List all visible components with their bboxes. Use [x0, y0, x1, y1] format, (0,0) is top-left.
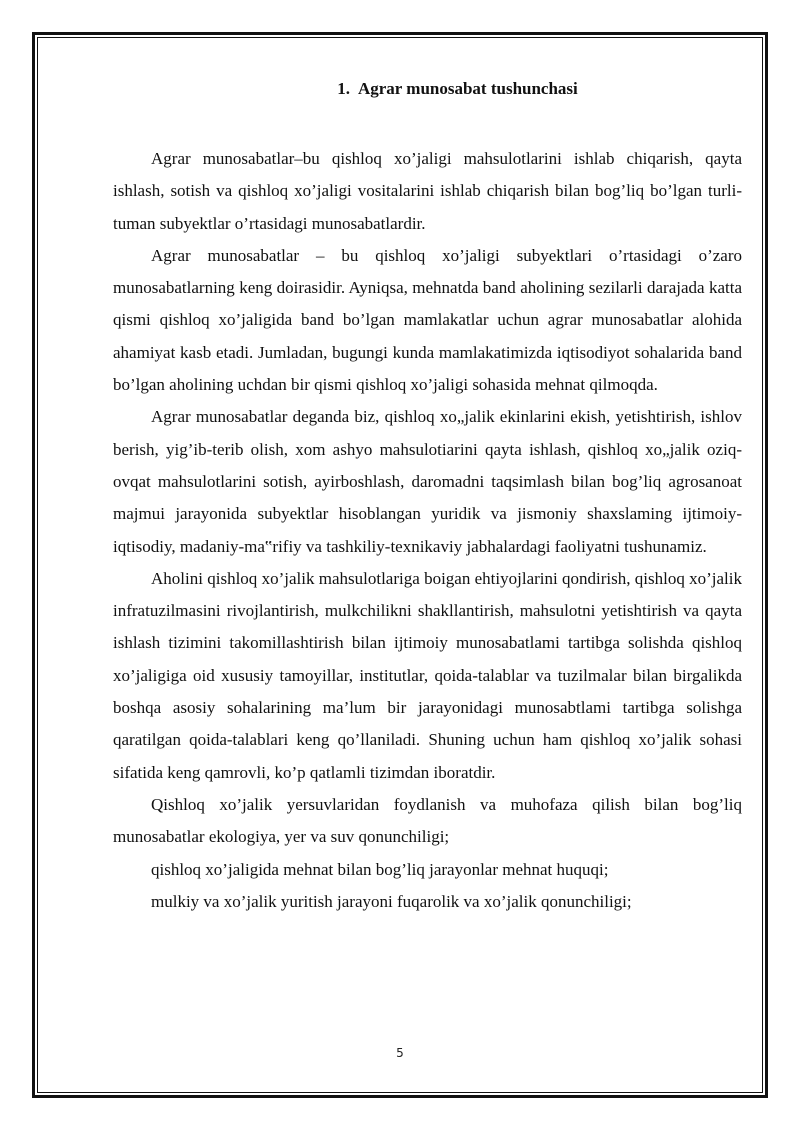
section-number: 1.	[337, 79, 350, 98]
paragraph-understanding: Agrar munosabatlar deganda biz, qishloq xo„jalik ekinlarini ekish, yetishtirish, ishlov berish, yig’ib-terib olish, xom ashyo mahsulotiarini qayta ishlash, qishloq xo„jalik oziq-ovqat mahsulotlarini sotish, ayirboshlash, daromadni taqsimlash bilan bog’liq agrosanoat majmui jarayonida subyektlar hisoblangan yuridik va jismoniy shaxslaming ijtimoiy-iqtisodiy, madaniy-ma‟rifiy va tashkiliy-texnikaviy jabhalardagi faoliyatni tushunamiz.	[113, 407, 742, 556]
paragraph-ecology: Qishloq xo’jalik yersuvlaridan foydlanish va muhofaza qilish bilan bog’liq munosabatlar ekologiya, yer va suv qonunchiligi;	[113, 794, 742, 847]
paragraph-scope: Agrar munosabatlar – bu qishloq xo’jaligi subyektlari o’rtasidagi o’zaro munosabatlarning keng doirasidir. Ayniqsa, mehnatda band aholining sezilarli darajada katta qismi qishloq xo’jaligida band bo’lgan mamlakatlar uchun agrar munosabatlar alohida ahamiyat kasb etadi. Jumladan, bugungi kunda mamlakatimizda iqtisodiyot sohalarida band bo’lgan aholining uchdan bir qismi qishloq xo’jaligi sohasida mehnat qilmoqda.	[113, 245, 742, 395]
paragraph-labor: qishloq xo’jaligida mehnat bilan bog’liq jarayonlar mehnat huquqi;	[151, 859, 609, 879]
section-title: Agrar munosabat tushunchasi	[357, 79, 578, 98]
section-heading	[113, 73, 742, 105]
paragraph-property: mulkiy va xo’jalik yuritish jarayoni fuqarolik va xo’jalik qonunchiligi;	[151, 891, 632, 911]
paragraph-regulation: Aholini qishloq xo’jalik mahsulotlariga boigan ehtiyojlarini qondirish, qishloq xo’jalik infratuzilmasini rivojlantirish, mulkchilikni shakllantirish, mahsulotni yetishtirish va qayta ishlash tizimini takomillashtirish bilan ijtimoiy munosabatlami tartibga solishda qishloq xo’jaligiga oid xususiy tamoyillar, institutlar, qoida-talablar va tuzilmalar bilan birgalikda boshqa asosiy sohalarining ma’lum bir jarayonidagi munosabtlami tartibga solishga qaratilgan qoida-talablari keng qo’llaniladi. Shuning uchun ham qishloq xo’jalik sohasi sifatida keng qamrovli, ko’p qatlamli tizimdan iboratdir.	[113, 568, 742, 782]
page-number: 5	[396, 1046, 404, 1060]
document-body	[113, 73, 742, 918]
paragraph-definition: Agrar munosabatlar–bu qishloq xo’jaligi mahsulotlarini ishlab chiqarish, qayta ishlash, sotish va qishloq xo’jaligi vositalarini ishlab chiqarish bilan bog’liq bo’lgan turli-tuman subyektlar o’rtasidagi munosabatlardir.	[113, 149, 742, 233]
